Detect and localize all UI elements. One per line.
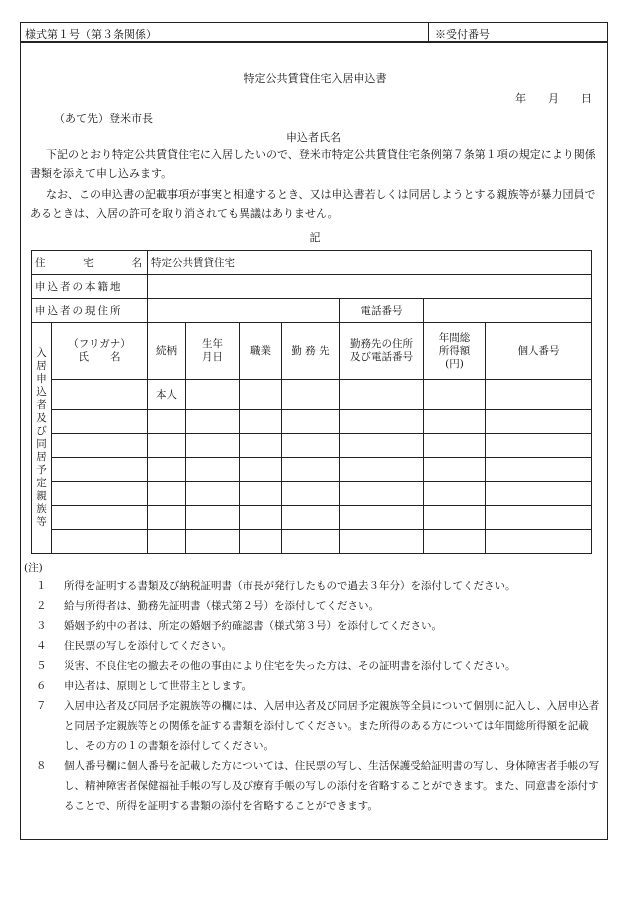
family-occupation-cell[interactable] (240, 482, 282, 506)
col-name: （フリガナ） 氏 名 (52, 323, 148, 380)
family-birthdate-cell[interactable] (186, 380, 240, 410)
family-income-cell[interactable] (424, 458, 486, 482)
family-personal-number-cell[interactable] (486, 380, 592, 410)
note-number: ４ (36, 640, 47, 652)
table-row (32, 458, 592, 482)
notes-heading: (注) (24, 562, 43, 574)
form-title: 特定公共賃貸住宅入居申込書 (243, 72, 387, 85)
housing-label: 住 宅 名 (32, 251, 148, 275)
family-occupation-cell[interactable] (240, 458, 282, 482)
family-relation-cell[interactable] (148, 506, 186, 530)
housing-row (32, 251, 592, 275)
family-income-cell[interactable] (424, 380, 486, 410)
family-workplace-cell[interactable] (282, 482, 340, 506)
family-relation-cell[interactable] (148, 530, 186, 554)
family-occupation-cell[interactable] (240, 530, 282, 554)
family-name-cell[interactable] (52, 458, 148, 482)
family-workplace-cell[interactable] (282, 434, 340, 458)
family-workplace-cell[interactable] (282, 410, 340, 434)
col-occupation: 職業 (240, 323, 282, 380)
family-name-cell[interactable] (52, 410, 148, 434)
date-line[interactable]: 年 月 日 (515, 92, 592, 105)
ki-marker: 記 (309, 231, 321, 244)
body-paragraph-1: 下記のとおり特定公共賃貸住宅に入居したいので、登米市特定公共賃貸住宅条例第７条第１項の規定により関係書類を添えて申し込みます。 (30, 148, 596, 180)
family-personal-number-cell[interactable] (486, 506, 592, 530)
table-row (32, 530, 592, 554)
table-row (32, 482, 592, 506)
family-contact-cell[interactable] (340, 530, 424, 554)
note-number: ８ (36, 760, 47, 772)
family-name-cell[interactable] (52, 530, 148, 554)
domicile-row (32, 275, 592, 299)
family-birthdate-cell[interactable] (186, 458, 240, 482)
family-personal-number-cell[interactable] (486, 458, 592, 482)
note-text: 入居申込者及び同居予定親族等の欄には、入居申込者及び同居予定親族等全員について個別に記入し、入居申込者と同居予定親族等との関係を証する書類を添付してください。また所得のある方については年間総所得額を記載し、その方の１の書類を添付してください。 (64, 700, 600, 752)
note-item (36, 676, 606, 696)
note-text: 住民票の写しを添付してください。 (64, 640, 232, 652)
family-contact-cell[interactable] (340, 410, 424, 434)
family-workplace-cell[interactable] (282, 458, 340, 482)
note-number: ５ (36, 660, 47, 672)
family-workplace-cell[interactable] (282, 530, 340, 554)
note-text: 給与所得者は、勤務先証明書（様式第２号）を添付してください。 (64, 600, 379, 612)
table-row (32, 410, 592, 434)
note-number: ３ (36, 620, 47, 632)
family-section-label: 入 居 申 込 者 及 び 同 居 予 定 親 族 等 (32, 323, 52, 554)
note-text: 個人番号欄に個人番号を記載した方については、住民票の写し、生活保護受給証明書の写し、身体障害者手帳の写し、精神障害者保健福祉手帳の写し及び療育手帳の写しの添付を省略することができます。また、同意書を添付することで、所得を証明する書類の添付を省略することができます。 (64, 760, 600, 812)
note-item (36, 696, 606, 756)
family-name-cell[interactable] (52, 380, 148, 410)
note-text: 所得を証明する書類及び納税証明書（市長が発行したもので過去３年分）を添付してください。 (64, 580, 516, 592)
family-header-row (32, 323, 592, 380)
domicile-label: 申込者の本籍地 (32, 275, 148, 299)
phone-label: 電話番号 (340, 299, 424, 323)
family-relation-cell[interactable] (148, 410, 186, 434)
note-item (36, 616, 606, 636)
family-name-cell[interactable] (52, 434, 148, 458)
family-name-cell[interactable] (52, 506, 148, 530)
col-relation: 続柄 (148, 323, 186, 380)
col-personal-number: 個人番号 (486, 323, 592, 380)
family-income-cell[interactable] (424, 482, 486, 506)
family-personal-number-cell[interactable] (486, 482, 592, 506)
family-relation-cell[interactable] (148, 482, 186, 506)
note-item (36, 756, 606, 816)
family-occupation-cell[interactable] (240, 434, 282, 458)
note-text: 婚姻予約中の者は、所定の婚姻予約確認書（様式第３号）を添付してください。 (64, 620, 442, 632)
note-text: 申込者は、原則として世帯主とします。 (64, 680, 253, 692)
body-paragraph-2: なお、この申込書の記載事項が事実と相違するとき、又は申込書若しくは同居しようとする親族等が暴力団員であるときは、入居の許可を取り消されても異議はありません。 (30, 188, 596, 220)
family-relation-cell[interactable]: 本人 (148, 380, 186, 410)
phone-input[interactable] (424, 299, 592, 323)
application-table (31, 250, 592, 554)
family-relation-cell[interactable] (148, 458, 186, 482)
address-row (32, 299, 592, 323)
family-contact-cell[interactable] (340, 434, 424, 458)
note-number: ６ (36, 680, 47, 692)
table-row (32, 506, 592, 530)
table-row (32, 380, 592, 410)
family-relation-cell[interactable] (148, 434, 186, 458)
family-income-cell[interactable] (424, 410, 486, 434)
addressee: （あて先）登米市長 (54, 112, 153, 125)
address-input[interactable] (148, 299, 340, 323)
family-occupation-cell[interactable] (240, 506, 282, 530)
form-number: 様式第１号（第３条関係） (20, 22, 428, 42)
family-birthdate-cell[interactable] (186, 530, 240, 554)
col-birthdate: 生年 月日 (186, 323, 240, 380)
col-workplace: 勤 務 先 (282, 323, 340, 380)
family-birthdate-cell[interactable] (186, 434, 240, 458)
note-item (36, 636, 606, 656)
note-number: １ (36, 580, 47, 592)
col-work-contact: 勤務先の住所 及び電話番号 (340, 323, 424, 380)
note-text: 災害、不良住宅の撤去その他の事由により住宅を失った方は、その証明書を添付してください。 (64, 660, 516, 672)
note-number: ７ (36, 700, 47, 712)
family-birthdate-cell[interactable] (186, 482, 240, 506)
note-item (36, 576, 606, 596)
table-row (32, 434, 592, 458)
family-birthdate-cell[interactable] (186, 506, 240, 530)
family-personal-number-cell[interactable] (486, 410, 592, 434)
applicant-name-label: 申込者氏名 (286, 131, 341, 144)
family-occupation-cell[interactable] (240, 380, 282, 410)
housing-value[interactable]: 特定公共賃貸住宅 (148, 251, 592, 275)
family-name-cell[interactable] (52, 482, 148, 506)
family-personal-number-cell[interactable] (486, 530, 592, 554)
note-item (36, 596, 606, 616)
col-annual-income: 年間総 所得額 (円) (424, 323, 486, 380)
domicile-input[interactable] (148, 275, 592, 299)
family-income-cell[interactable] (424, 506, 486, 530)
family-birthdate-cell[interactable] (186, 410, 240, 434)
address-label: 申込者の現住所 (32, 299, 148, 323)
family-personal-number-cell[interactable] (486, 434, 592, 458)
note-number: ２ (36, 600, 47, 612)
family-contact-cell[interactable] (340, 506, 424, 530)
family-occupation-cell[interactable] (240, 410, 282, 434)
family-income-cell[interactable] (424, 530, 486, 554)
receipt-number-field[interactable]: ※受付番号 (428, 22, 608, 42)
family-contact-cell[interactable] (340, 482, 424, 506)
family-contact-cell[interactable] (340, 380, 424, 410)
family-workplace-cell[interactable] (282, 506, 340, 530)
note-item (36, 656, 606, 676)
family-income-cell[interactable] (424, 434, 486, 458)
family-workplace-cell[interactable] (282, 380, 340, 410)
family-contact-cell[interactable] (340, 458, 424, 482)
